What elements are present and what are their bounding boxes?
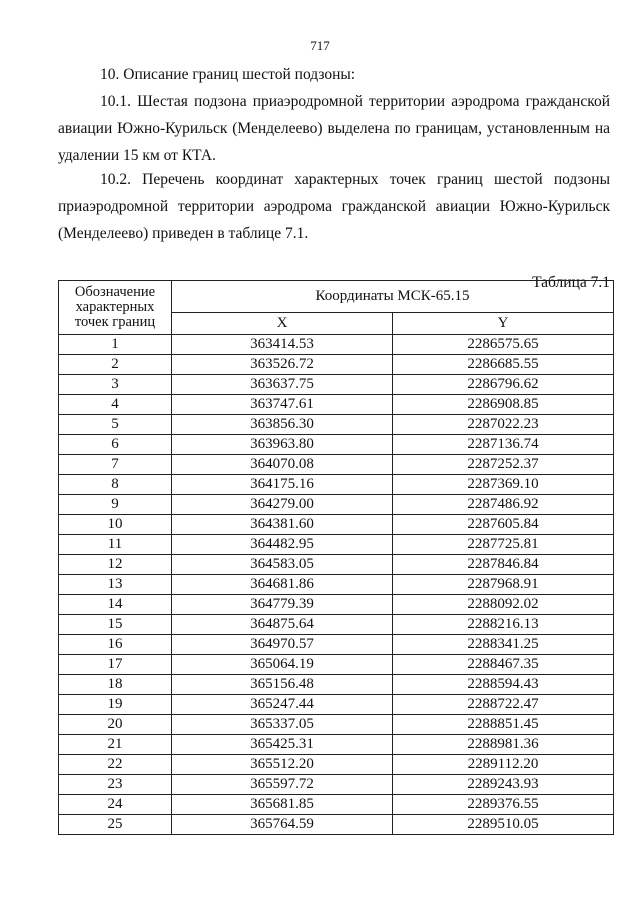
x-coordinate-cell: 364381.60	[172, 515, 393, 535]
y-coordinate-cell: 2287486.92	[393, 495, 614, 515]
point-number-cell: 22	[59, 755, 172, 775]
table-row	[59, 395, 614, 415]
x-header: X	[172, 313, 393, 335]
x-coordinate-cell: 365681.85	[172, 795, 393, 815]
table-row	[59, 775, 614, 795]
point-number-cell: 24	[59, 795, 172, 815]
x-coordinate-cell: 365064.19	[172, 655, 393, 675]
section-heading: 10. Описание границ шестой подзоны:	[100, 66, 356, 83]
point-number-cell: 1	[59, 335, 172, 355]
x-coordinate-cell: 365764.59	[172, 815, 393, 835]
table-row	[59, 435, 614, 455]
y-coordinate-cell: 2288216.13	[393, 615, 614, 635]
table-row	[59, 595, 614, 615]
point-number-cell: 6	[59, 435, 172, 455]
point-number-cell: 17	[59, 655, 172, 675]
point-number-cell: 20	[59, 715, 172, 735]
x-coordinate-cell: 363747.61	[172, 395, 393, 415]
x-coordinate-cell: 363856.30	[172, 415, 393, 435]
table-row	[59, 455, 614, 475]
table-row	[59, 575, 614, 595]
point-number-cell: 8	[59, 475, 172, 495]
x-coordinate-cell: 363526.72	[172, 355, 393, 375]
table-row	[59, 615, 614, 635]
y-coordinate-cell: 2288467.35	[393, 655, 614, 675]
y-coordinate-cell: 2286908.85	[393, 395, 614, 415]
x-coordinate-cell: 364875.64	[172, 615, 393, 635]
table-row	[59, 695, 614, 715]
point-number-cell: 5	[59, 415, 172, 435]
point-number-cell: 14	[59, 595, 172, 615]
y-coordinate-cell: 2288594.43	[393, 675, 614, 695]
x-coordinate-cell: 364681.86	[172, 575, 393, 595]
table-row	[59, 555, 614, 575]
y-coordinate-cell: 2288851.45	[393, 715, 614, 735]
y-coordinate-cell: 2287605.84	[393, 515, 614, 535]
table-row	[59, 635, 614, 655]
point-number-cell: 10	[59, 515, 172, 535]
point-number-cell: 25	[59, 815, 172, 835]
table-row	[59, 675, 614, 695]
paragraph-10-2: 10.2. Перечень координат характерных точек границ шестой подзоны приаэродромной территории аэродрома гражданской авиации Южно-Курильск (Менделеево) приведен в таблице 7.1.	[58, 171, 610, 242]
x-coordinate-cell: 363637.75	[172, 375, 393, 395]
point-number-cell: 21	[59, 735, 172, 755]
x-coordinate-cell: 365425.31	[172, 735, 393, 755]
x-coordinate-cell: 365597.72	[172, 775, 393, 795]
x-coordinate-cell: 364970.57	[172, 635, 393, 655]
table-row	[59, 795, 614, 815]
paragraph-10-1: 10.1. Шестая подзона приаэродромной территории аэродрома гражданской авиации Южно-Курильск (Менделеево) выделена по границам, установленным на удалении 15 км от КТА.	[58, 93, 610, 164]
table-row	[59, 755, 614, 775]
point-number-cell: 15	[59, 615, 172, 635]
x-coordinate-cell: 364583.05	[172, 555, 393, 575]
y-coordinate-cell: 2287846.84	[393, 555, 614, 575]
x-coordinate-cell: 364070.08	[172, 455, 393, 475]
x-coordinate-cell: 363414.53	[172, 335, 393, 355]
y-coordinate-cell: 2289112.20	[393, 755, 614, 775]
table-row	[59, 375, 614, 395]
x-coordinate-cell: 365512.20	[172, 755, 393, 775]
x-coordinate-cell: 364779.39	[172, 595, 393, 615]
table-row	[59, 475, 614, 495]
y-coordinate-cell: 2286796.62	[393, 375, 614, 395]
y-coordinate-cell: 2288341.25	[393, 635, 614, 655]
y-coordinate-cell: 2289510.05	[393, 815, 614, 835]
y-coordinate-cell: 2287968.91	[393, 575, 614, 595]
table-row	[59, 355, 614, 375]
point-number-cell: 4	[59, 395, 172, 415]
x-coordinate-cell: 363963.80	[172, 435, 393, 455]
x-coordinate-cell: 364279.00	[172, 495, 393, 515]
y-coordinate-cell: 2286575.65	[393, 335, 614, 355]
table-body	[59, 335, 614, 835]
point-designation-header: Обозначение характерных точек границ	[59, 281, 172, 335]
y-coordinate-cell: 2286685.55	[393, 355, 614, 375]
point-number-cell: 16	[59, 635, 172, 655]
x-coordinate-cell: 365337.05	[172, 715, 393, 735]
coordinates-table	[58, 280, 614, 835]
y-coordinate-cell: 2287369.10	[393, 475, 614, 495]
x-coordinate-cell: 365156.48	[172, 675, 393, 695]
point-number-cell: 13	[59, 575, 172, 595]
y-coordinate-cell: 2289376.55	[393, 795, 614, 815]
point-number-cell: 2	[59, 355, 172, 375]
y-coordinate-cell: 2287252.37	[393, 455, 614, 475]
table-row	[59, 715, 614, 735]
point-number-cell: 19	[59, 695, 172, 715]
x-coordinate-cell: 365247.44	[172, 695, 393, 715]
point-number-cell: 12	[59, 555, 172, 575]
y-coordinate-cell: 2287022.23	[393, 415, 614, 435]
table-row	[59, 335, 614, 355]
y-header: Y	[393, 313, 614, 335]
table-row	[59, 535, 614, 555]
x-coordinate-cell: 364175.16	[172, 475, 393, 495]
point-number-cell: 11	[59, 535, 172, 555]
table-row	[59, 735, 614, 755]
point-number-cell: 18	[59, 675, 172, 695]
y-coordinate-cell: 2288092.02	[393, 595, 614, 615]
table-row	[59, 515, 614, 535]
y-coordinate-cell: 2289243.93	[393, 775, 614, 795]
table-row	[59, 655, 614, 675]
x-coordinate-cell: 364482.95	[172, 535, 393, 555]
y-coordinate-cell: 2287136.74	[393, 435, 614, 455]
y-coordinate-cell: 2288981.36	[393, 735, 614, 755]
table-caption: Таблица 7.1	[532, 274, 610, 291]
table-row	[59, 815, 614, 835]
y-coordinate-cell: 2287725.81	[393, 535, 614, 555]
table-row	[59, 415, 614, 435]
point-number-cell: 9	[59, 495, 172, 515]
point-number-cell: 7	[59, 455, 172, 475]
coordinates-header: Координаты МСК-65.15	[172, 281, 614, 313]
point-number-cell: 23	[59, 775, 172, 795]
point-number-cell: 3	[59, 375, 172, 395]
page-number: 717	[310, 38, 330, 53]
y-coordinate-cell: 2288722.47	[393, 695, 614, 715]
table-row	[59, 495, 614, 515]
